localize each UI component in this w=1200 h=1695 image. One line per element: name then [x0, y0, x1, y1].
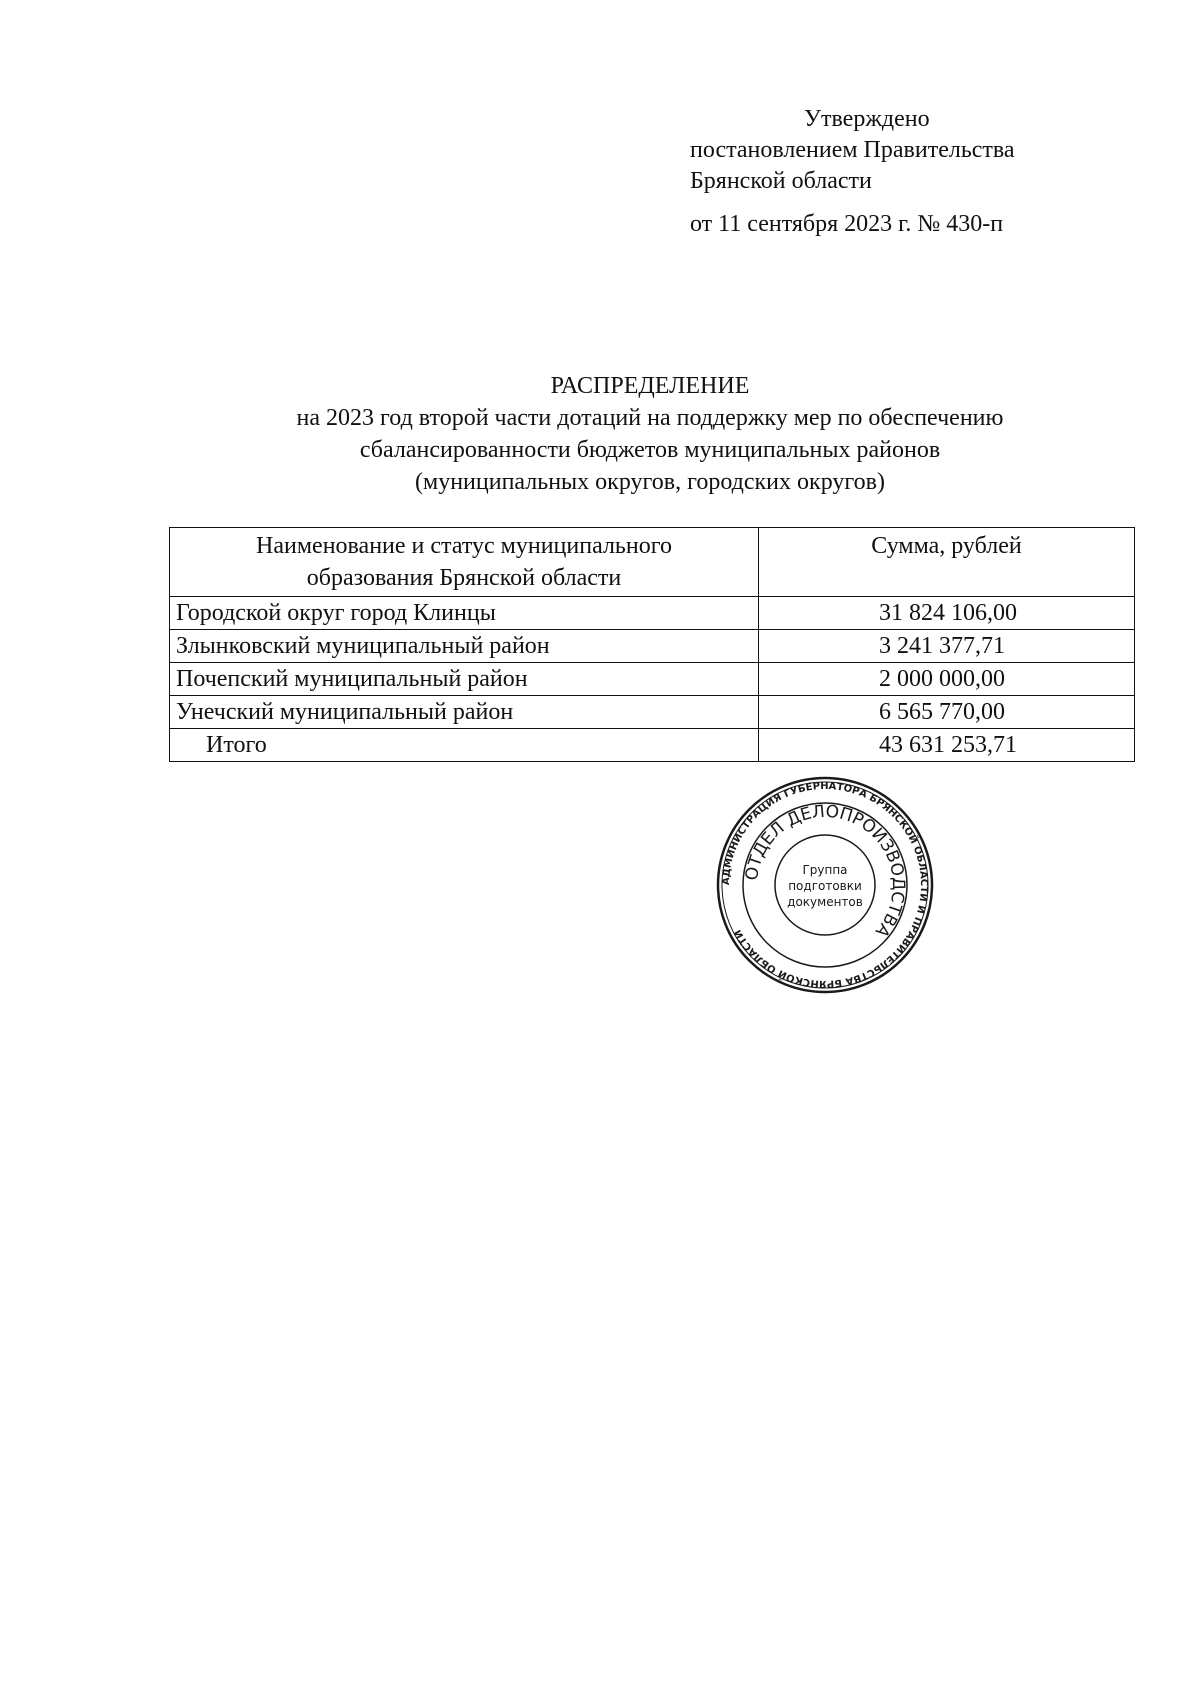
table-row — [170, 696, 1135, 729]
distribution-table — [169, 527, 1135, 762]
row-sum: 31 824 106,00 — [759, 597, 1135, 630]
stamp-outer-text: АДМИНИСТРАЦИЯ ГУБЕРНАТОРА БРЯНСКОЙ ОБЛАСТИ И ПРАВИТЕЛЬСТВА БРЯНСКОЙ ОБЛАСТИ — [720, 780, 930, 990]
row-sum: 6 565 770,00 — [759, 696, 1135, 729]
row-name: Городской округ город Клинцы — [170, 597, 759, 630]
approval-region: Брянской области — [690, 168, 872, 194]
document-title: РАСПРЕДЕЛЕНИЕ — [550, 373, 750, 399]
approval-title: Утверждено — [804, 106, 930, 132]
header-name-cell — [170, 528, 759, 597]
table-row — [170, 663, 1135, 696]
row-sum: 2 000 000,00 — [759, 663, 1135, 696]
document-heading — [150, 370, 1150, 498]
row-name: Злынковский муниципальный район — [170, 630, 759, 663]
header-sum-cell: Сумма, рублей — [759, 528, 1135, 597]
table-header-row — [170, 528, 1135, 597]
approval-date: от 11 сентября 2023 г. № 430-п — [690, 211, 1004, 237]
office-stamp — [715, 775, 935, 995]
stamp-center-line-1: Группа — [802, 863, 848, 877]
row-sum: 3 241 377,71 — [759, 630, 1135, 663]
approval-block — [690, 104, 1015, 240]
document-subtitle-line-2: сбалансированности бюджетов муниципальных районов — [359, 437, 941, 463]
table-total-row — [170, 729, 1135, 762]
table-row — [170, 630, 1135, 663]
row-name: Почепский муниципальный район — [170, 663, 759, 696]
document-subtitle-line-3: (муниципальных округов, городских округов) — [415, 469, 885, 495]
approval-resolution: постановлением Правительства — [690, 137, 1015, 163]
total-sum: 43 631 253,71 — [759, 729, 1135, 762]
stamp-center-line-2: подготовки — [788, 879, 862, 893]
row-name: Унечский муниципальный район — [170, 696, 759, 729]
header-name-line-1: Наименование и статус муниципального — [256, 533, 672, 559]
total-label: Итого — [170, 729, 759, 762]
document-subtitle-line-1: на 2023 год второй части дотаций на поддержку мер по обеспечению — [296, 405, 1004, 431]
stamp-center-line-3: документов — [787, 895, 863, 909]
header-name-line-2: образования Брянской области — [306, 565, 622, 591]
table-row — [170, 597, 1135, 630]
stamp-middle-text: ОТДЕЛ ДЕЛОПРОИЗВОДСТВА — [741, 801, 909, 941]
